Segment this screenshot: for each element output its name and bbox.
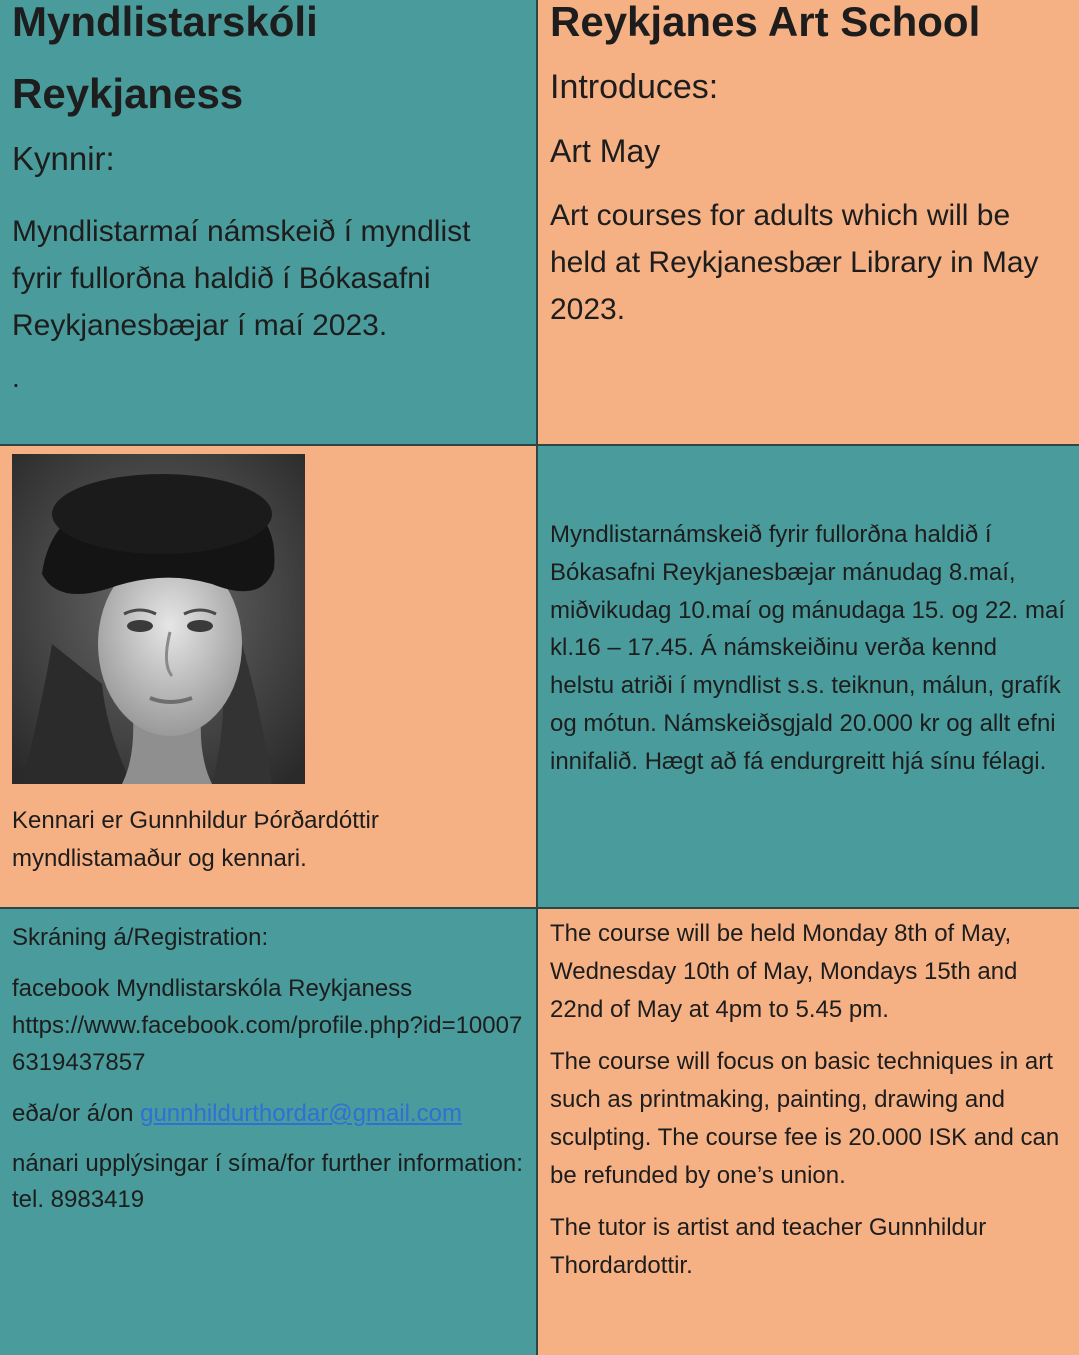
portrait-illustration [12, 454, 305, 784]
icelandic-title-line2: Reykjaness [12, 70, 244, 117]
english-header-panel [538, 0, 1079, 446]
icelandic-description: Myndlistarmaí námskeið í myndlist fyrir fullorðna haldið í Bókasafni Reykjanesbæjar í maí 2023. [12, 215, 471, 342]
teacher-photo [12, 454, 305, 784]
english-details-panel [538, 909, 1079, 1355]
english-focus: The course will focus on basic techniques in art such as printmaking, painting, drawing and sculpting. The course fee is 20.000 ISK and can be refunded by one’s union. [550, 1048, 1060, 1189]
icelandic-introduces: Kynnir: [12, 140, 115, 177]
email-link[interactable]: gunnhildurthordar@gmail.com [140, 1100, 462, 1127]
stray-dot: . [12, 362, 20, 393]
registration-heading: Skráning á/Registration: [12, 924, 269, 951]
teacher-caption: Kennari er Gunnhildur Þórðardóttir myndlistamaður og kennari. [12, 807, 379, 872]
icelandic-title-line1: Myndlistarskóli [12, 0, 318, 45]
event-name: Art May [550, 133, 661, 169]
email-row [12, 1095, 524, 1132]
icelandic-header-panel [0, 0, 538, 446]
english-title: Reykjanes Art School [550, 0, 981, 45]
english-introduces: Introduces: [550, 68, 719, 106]
english-description: Art courses for adults which will be held at Reykjanesbær Library in May 2023. [550, 199, 1039, 326]
icelandic-course-details: Myndlistarnámskeið fyrir fullorðna haldið í Bókasafni Reykjanesbæjar mánudag 8.maí, miðvikudag 10.maí og mánudaga 15. og 22. maí kl.16 – 17.45. Á námskeiðinu verða kennd helstu atriði í myndlist s.s. teiknun, málun, grafík og mótun. Námskeiðsgjald 20.000 kr og allt efni innifalið. Hægt að fá endurgreitt hjá sínu félagi. [550, 521, 1065, 775]
icelandic-details-panel [538, 446, 1079, 909]
english-tutor: The tutor is artist and teacher Gunnhildur Thordardottir. [550, 1214, 987, 1279]
english-schedule: The course will be held Monday 8th of May, Wednesday 10th of May, Mondays 15th and 22nd of May at 4pm to 5.45 pm. [550, 920, 1018, 1023]
teacher-panel [0, 446, 538, 909]
registration-panel [0, 909, 538, 1355]
facebook-label: facebook Myndlistarskóla Reykjaness [12, 975, 413, 1002]
facebook-url[interactable]: https://www.facebook.com/profile.php?id=100076319437857 [12, 1012, 523, 1076]
email-prefix: eða/or á/on [12, 1100, 134, 1127]
phone-info: nánari upplýsingar í síma/for further information: tel. 8983419 [12, 1150, 523, 1213]
